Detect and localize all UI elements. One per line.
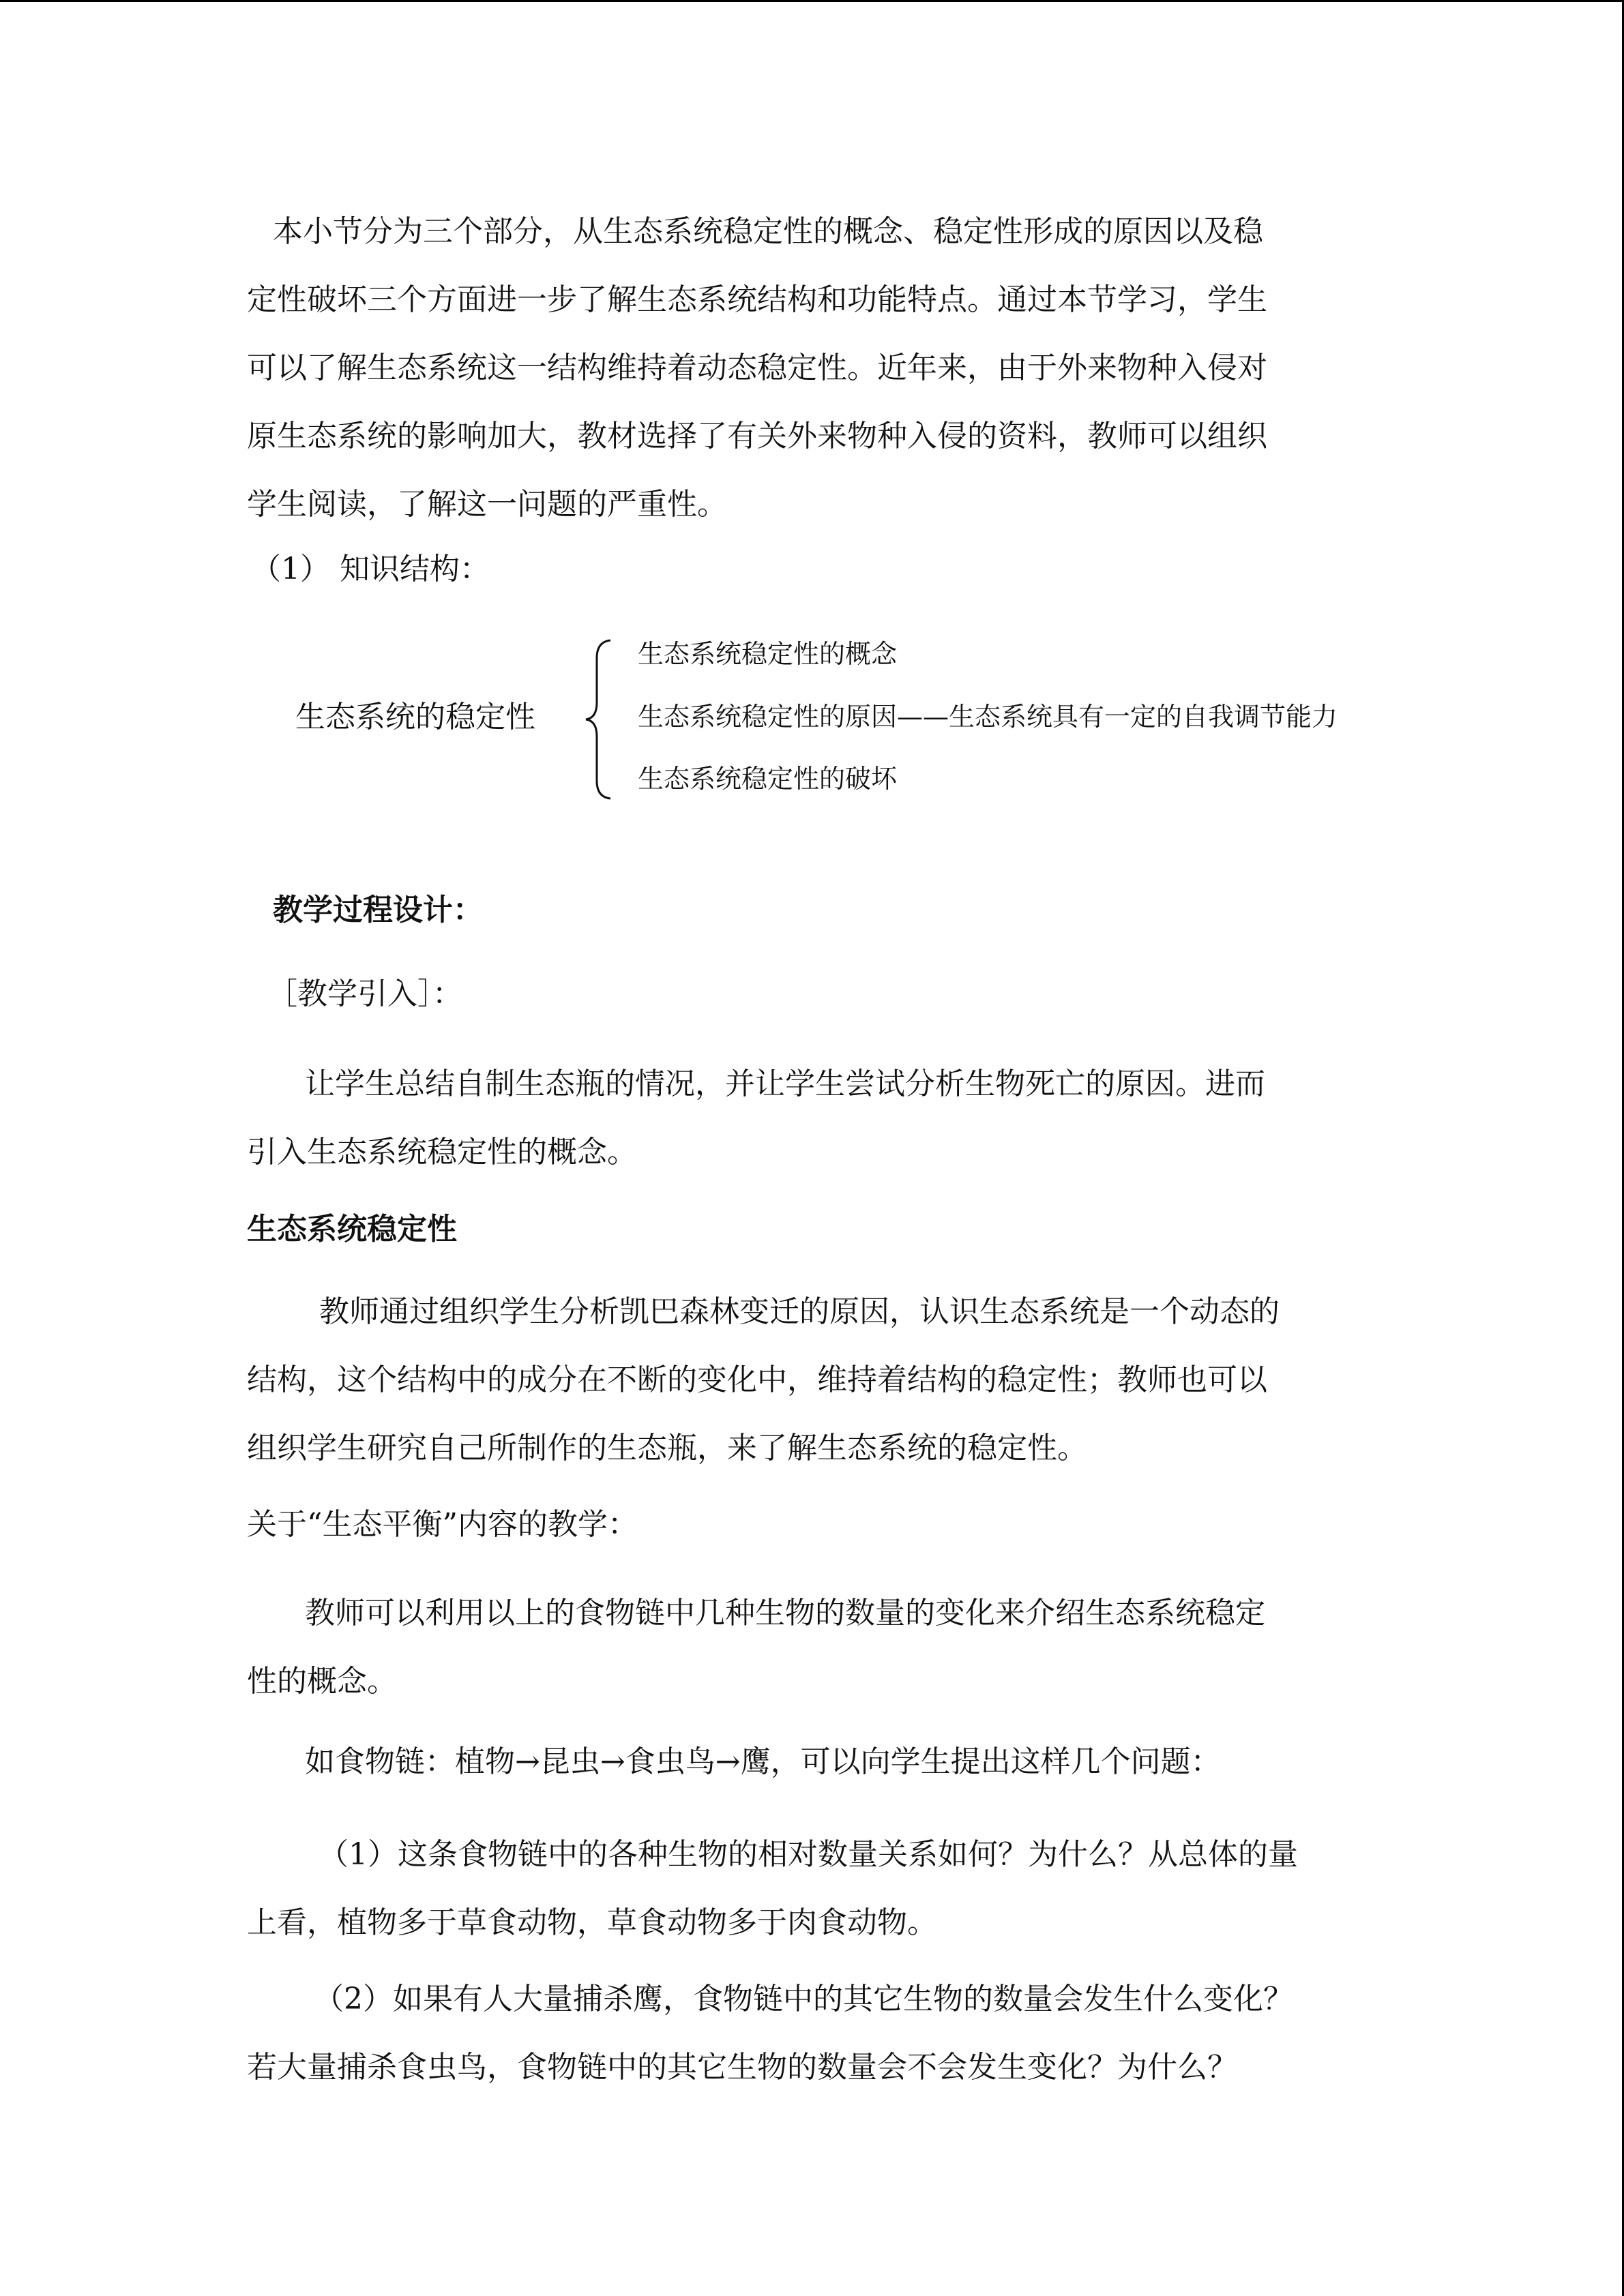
intro-paragraph — [247, 198, 1393, 539]
food-chain-line: 如食物链：植物→昆虫→食虫鸟→鹰，可以向学生提出这样几个问题： — [305, 1744, 1221, 1779]
question-2-line: （2）如果有人大量捕杀鹰，食物链中的其它生物的数量会发生什么变化？ — [314, 1982, 1293, 2016]
stability-heading: 生态系统稳定性 — [247, 1212, 457, 1247]
balance-line: 性的概念。 — [247, 1664, 397, 1699]
balance-paragraph — [247, 1579, 1393, 1716]
stability-line: 组织学生研究自己所制作的生态瓶，来了解生态系统的稳定性。 — [247, 1431, 1087, 1465]
teaching-intro-line: 引入生态系统稳定性的概念。 — [247, 1135, 637, 1169]
balance-heading: 关于“生态平衡”内容的教学： — [247, 1507, 638, 1542]
question-2-line: 若大量捕杀食虫鸟，食物链中的其它生物的数量会不会发生变化？为什么？ — [247, 2050, 1237, 2085]
teaching-design-title: 教学过程设计： — [273, 893, 483, 927]
intro-line: 本小节分为三个部分，从生态系统稳定性的概念、稳定性形成的原因以及稳 — [273, 214, 1263, 249]
stability-paragraph — [247, 1278, 1393, 1482]
teaching-intro-line: 让学生总结自制生态瓶的情况，并让学生尝试分析生物死亡的原因。进而 — [305, 1067, 1265, 1101]
stability-line: 结构，这个结构中的成分在不断的变化中，维持着结构的稳定性；教师也可以 — [247, 1362, 1267, 1397]
intro-line: 原生态系统的影响加大，教材选择了有关外来物种入侵的资料，教师可以组织 — [247, 419, 1267, 453]
question-1-line: （1）这条食物链中的各种生物的相对数量关系如何？为什么？从总体的量 — [319, 1837, 1298, 1872]
curly-brace-icon — [583, 638, 617, 801]
knowledge-structure-heading: （1） 知识结构： — [251, 552, 490, 586]
diagram-branch: 生态系统稳定性的原因——生态系统具有一定的自我调节能力 — [638, 702, 1338, 732]
teaching-intro-paragraph — [247, 1050, 1393, 1187]
page-border-top — [0, 0, 1624, 2]
stability-line: 教师通过组织学生分析凯巴森林变迁的原因，认识生态系统是一个动态的 — [319, 1294, 1280, 1329]
diagram-root-label: 生态系统的稳定性 — [295, 700, 535, 734]
question-2 — [247, 1965, 1393, 2102]
question-1 — [247, 1821, 1393, 1957]
intro-line: 学生阅读，了解这一问题的严重性。 — [247, 487, 727, 522]
teaching-intro-label: ［教学引入］： — [267, 976, 462, 1011]
intro-line: 定性破坏三个方面进一步了解生态系统结构和功能特点。通过本节学习，学生 — [247, 282, 1267, 317]
balance-line: 教师可以利用以上的食物链中几种生物的数量的变化来介绍生态系统稳定 — [305, 1596, 1265, 1630]
diagram-branch: 生态系统稳定性的破坏 — [638, 764, 898, 794]
diagram-branch: 生态系统稳定性的概念 — [638, 639, 898, 669]
intro-line: 可以了解生态系统这一结构维持着动态稳定性。近年来，由于外来物种入侵对 — [247, 351, 1267, 385]
question-1-line: 上看，植物多于草食动物，草食动物多于肉食动物。 — [247, 1905, 937, 1940]
